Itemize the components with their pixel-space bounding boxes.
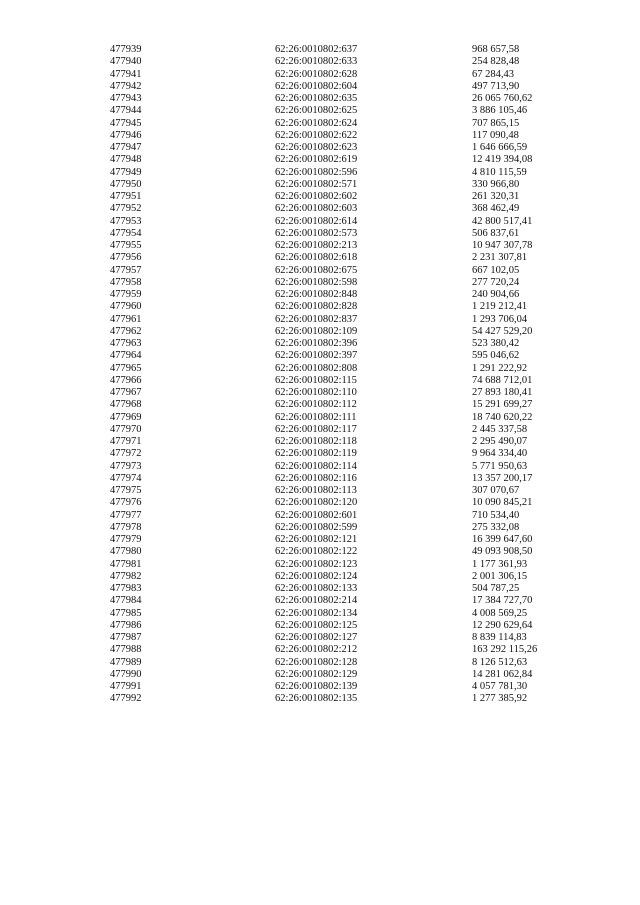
row-number: 477954 <box>110 227 142 239</box>
cadastral-value: 13 357 200,17 <box>472 472 533 484</box>
cadastral-value: 240 904,66 <box>472 289 520 300</box>
table-row <box>0 571 640 583</box>
cadastral-number: 62:26:0010802:625 <box>275 105 358 117</box>
table-row <box>0 583 640 595</box>
cadastral-number: 62:26:0010802:114 <box>275 460 357 472</box>
cadastral-value: 27 893 180,41 <box>472 387 533 398</box>
row-number: 477990 <box>110 668 142 680</box>
cadastral-value: 330 966,80 <box>472 178 520 190</box>
cadastral-value: 968 657,58 <box>472 44 520 55</box>
cadastral-value: 1 177 361,93 <box>472 558 528 570</box>
cadastral-number: 62:26:0010802:124 <box>275 570 358 582</box>
row-number: 477985 <box>110 607 142 619</box>
row-number: 477978 <box>110 521 142 533</box>
cadastral-value: 2 295 490,07 <box>472 436 528 447</box>
table-row <box>0 81 640 93</box>
cadastral-value: 49 093 908,50 <box>472 546 533 558</box>
table-row <box>0 461 640 473</box>
cadastral-number: 62:26:0010802:622 <box>275 129 358 141</box>
table-row <box>0 93 640 105</box>
cadastral-value: 1 219 212,41 <box>472 301 528 313</box>
cadastral-value: 2 231 307,81 <box>472 252 528 264</box>
cadastral-value: 8 126 512,63 <box>472 656 528 668</box>
cadastral-value: 8 839 114,83 <box>472 632 527 643</box>
row-number: 477947 <box>110 142 142 153</box>
cadastral-value: 14 281 062,84 <box>472 668 533 680</box>
table-row <box>0 301 640 313</box>
cadastral-value: 4 057 781,30 <box>472 681 528 692</box>
cadastral-value: 67 284,43 <box>472 68 514 80</box>
cadastral-number: 62:26:0010802:113 <box>275 485 357 496</box>
row-number: 477987 <box>110 632 142 643</box>
cadastral-value: 54 427 529,20 <box>472 325 533 337</box>
cadastral-number: 62:26:0010802:614 <box>275 215 358 227</box>
row-number: 477943 <box>110 93 142 104</box>
table-row <box>0 56 640 68</box>
table-row <box>0 326 640 338</box>
row-number: 477963 <box>110 338 142 349</box>
table-row <box>0 620 640 632</box>
table-row <box>0 350 640 362</box>
cadastral-value: 16 399 647,60 <box>472 534 533 545</box>
row-number: 477974 <box>110 472 142 484</box>
cadastral-value: 523 380,42 <box>472 338 520 349</box>
cadastral-value: 277 720,24 <box>472 276 520 288</box>
cadastral-number: 62:26:0010802:111 <box>275 411 357 423</box>
cadastral-number: 62:26:0010802:127 <box>275 632 358 643</box>
cadastral-value: 9 964 334,40 <box>472 448 528 460</box>
cadastral-number: 62:26:0010802:112 <box>275 399 357 411</box>
cadastral-number: 62:26:0010802:396 <box>275 338 358 349</box>
cadastral-number: 62:26:0010802:619 <box>275 154 358 166</box>
cadastral-number: 62:26:0010802:602 <box>275 191 358 202</box>
cadastral-value: 117 090,48 <box>472 129 519 141</box>
cadastral-number: 62:26:0010802:139 <box>275 681 358 692</box>
table-row <box>0 534 640 546</box>
table-row <box>0 559 640 571</box>
row-number: 477969 <box>110 411 142 423</box>
row-number: 477961 <box>110 313 142 325</box>
table-row <box>0 338 640 350</box>
row-number: 477942 <box>110 80 142 92</box>
cadastral-number: 62:26:0010802:848 <box>275 289 358 300</box>
cadastral-number: 62:26:0010802:618 <box>275 252 358 264</box>
table-row <box>0 105 640 117</box>
cadastral-value: 1 291 222,92 <box>472 362 528 374</box>
row-number: 477951 <box>110 191 142 202</box>
table-row <box>0 522 640 534</box>
cadastral-value: 261 320,31 <box>472 191 520 202</box>
table-row <box>0 644 640 656</box>
row-number: 477970 <box>110 423 142 435</box>
cadastral-value: 4 810 115,59 <box>472 166 527 178</box>
cadastral-value: 595 046,62 <box>472 350 520 362</box>
table-row <box>0 448 640 460</box>
cadastral-number: 62:26:0010802:675 <box>275 264 358 276</box>
cadastral-number: 62:26:0010802:397 <box>275 350 358 362</box>
row-number: 477968 <box>110 399 142 411</box>
table-row <box>0 191 640 203</box>
table-row <box>0 485 640 497</box>
cadastral-value: 497 713,90 <box>472 80 520 92</box>
cadastral-value: 707 865,15 <box>472 117 520 129</box>
cadastral-value: 10 947 307,78 <box>472 240 533 251</box>
table-row <box>0 252 640 264</box>
cadastral-value: 26 065 760,62 <box>472 93 533 104</box>
cadastral-number: 62:26:0010802:110 <box>275 387 357 398</box>
table-row <box>0 179 640 191</box>
cadastral-value: 254 828,48 <box>472 56 520 68</box>
row-number: 477952 <box>110 203 142 215</box>
row-number: 477991 <box>110 681 142 692</box>
table-row <box>0 118 640 130</box>
table-row <box>0 595 640 607</box>
row-number: 477972 <box>110 448 142 460</box>
cadastral-number: 62:26:0010802:115 <box>275 374 357 386</box>
table-row <box>0 399 640 411</box>
table-row <box>0 203 640 215</box>
table-row <box>0 44 640 56</box>
cadastral-value: 18 740 620,22 <box>472 411 533 423</box>
cadastral-number: 62:26:0010802:598 <box>275 276 358 288</box>
row-number: 477956 <box>110 252 142 264</box>
cadastral-number: 62:26:0010802:628 <box>275 68 358 80</box>
table-row <box>0 546 640 558</box>
table-row <box>0 387 640 399</box>
cadastral-number: 62:26:0010802:596 <box>275 166 358 178</box>
cadastral-number: 62:26:0010802:116 <box>275 472 357 484</box>
cadastral-number: 62:26:0010802:599 <box>275 521 358 533</box>
table-row <box>0 669 640 681</box>
row-number: 477946 <box>110 129 142 141</box>
row-number: 477962 <box>110 325 142 337</box>
cadastral-number: 62:26:0010802:637 <box>275 44 358 55</box>
cadastral-number: 62:26:0010802:109 <box>275 325 358 337</box>
row-number: 477977 <box>110 509 142 521</box>
table-row <box>0 154 640 166</box>
cadastral-value: 12 419 394,08 <box>472 154 533 166</box>
row-number: 477945 <box>110 117 142 129</box>
row-number: 477949 <box>110 166 142 178</box>
row-number: 477941 <box>110 68 142 80</box>
cadastral-value: 1 277 385,92 <box>472 693 528 705</box>
row-number: 477948 <box>110 154 142 166</box>
cadastral-number: 62:26:0010802:128 <box>275 656 358 668</box>
row-number: 477986 <box>110 619 142 631</box>
table-row <box>0 216 640 228</box>
row-number: 477966 <box>110 374 142 386</box>
cadastral-value: 368 462,49 <box>472 203 520 215</box>
cadastral-value: 307 070,67 <box>472 485 520 496</box>
row-number: 477958 <box>110 276 142 288</box>
row-number: 477955 <box>110 240 142 251</box>
cadastral-value: 275 332,08 <box>472 521 520 533</box>
cadastral-number: 62:26:0010802:635 <box>275 93 358 104</box>
row-number: 477959 <box>110 289 142 300</box>
cadastral-value: 506 837,61 <box>472 227 520 239</box>
table-row <box>0 289 640 301</box>
cadastral-number: 62:26:0010802:601 <box>275 509 358 521</box>
row-number: 477967 <box>110 387 142 398</box>
cadastral-value: 10 090 845,21 <box>472 497 533 509</box>
cadastral-value: 15 291 699,27 <box>472 399 533 411</box>
row-number: 477973 <box>110 460 142 472</box>
row-number: 477950 <box>110 178 142 190</box>
table-row <box>0 424 640 436</box>
data-table <box>0 44 640 706</box>
cadastral-value: 4 008 569,25 <box>472 607 528 619</box>
cadastral-number: 62:26:0010802:623 <box>275 142 358 153</box>
table-row <box>0 69 640 81</box>
table-row <box>0 412 640 424</box>
cadastral-number: 62:26:0010802:123 <box>275 558 358 570</box>
table-row <box>0 314 640 326</box>
cadastral-number: 62:26:0010802:122 <box>275 546 358 558</box>
row-number: 477957 <box>110 264 142 276</box>
table-row <box>0 142 640 154</box>
cadastral-number: 62:26:0010802:571 <box>275 178 358 190</box>
cadastral-number: 62:26:0010802:125 <box>275 619 358 631</box>
row-number: 477960 <box>110 301 142 313</box>
row-number: 477988 <box>110 644 142 656</box>
row-number: 477979 <box>110 534 142 545</box>
cadastral-number: 62:26:0010802:828 <box>275 301 358 313</box>
row-number: 477965 <box>110 362 142 374</box>
cadastral-number: 62:26:0010802:119 <box>275 448 357 460</box>
cadastral-number: 62:26:0010802:214 <box>275 595 358 607</box>
cadastral-value: 42 800 517,41 <box>472 215 533 227</box>
row-number: 477989 <box>110 656 142 668</box>
table-row <box>0 608 640 620</box>
row-number: 477980 <box>110 546 142 558</box>
table-row <box>0 130 640 142</box>
cadastral-value: 667 102,05 <box>472 264 520 276</box>
row-number: 477975 <box>110 485 142 496</box>
row-number: 477953 <box>110 215 142 227</box>
cadastral-number: 62:26:0010802:134 <box>275 607 358 619</box>
cadastral-number: 62:26:0010802:573 <box>275 227 358 239</box>
cadastral-value: 2 445 337,58 <box>472 423 528 435</box>
table-row <box>0 473 640 485</box>
cadastral-value: 504 787,25 <box>472 583 520 594</box>
cadastral-value: 2 001 306,15 <box>472 570 528 582</box>
cadastral-number: 62:26:0010802:118 <box>275 436 357 447</box>
cadastral-number: 62:26:0010802:135 <box>275 693 358 705</box>
row-number: 477964 <box>110 350 142 362</box>
table-row <box>0 693 640 705</box>
table-row <box>0 632 640 644</box>
table-row <box>0 167 640 179</box>
row-number: 477992 <box>110 693 142 705</box>
cadastral-number: 62:26:0010802:117 <box>275 423 357 435</box>
cadastral-number: 62:26:0010802:633 <box>275 56 358 68</box>
cadastral-number: 62:26:0010802:808 <box>275 362 358 374</box>
table-row <box>0 657 640 669</box>
cadastral-number: 62:26:0010802:213 <box>275 240 358 251</box>
cadastral-number: 62:26:0010802:120 <box>275 497 358 509</box>
row-number: 477983 <box>110 583 142 594</box>
row-number: 477944 <box>110 105 142 117</box>
cadastral-value: 3 886 105,46 <box>472 105 528 117</box>
cadastral-number: 62:26:0010802:604 <box>275 80 358 92</box>
cadastral-value: 1 293 706,04 <box>472 313 528 325</box>
table-row <box>0 375 640 387</box>
cadastral-number: 62:26:0010802:624 <box>275 117 358 129</box>
cadastral-value: 5 771 950,63 <box>472 460 528 472</box>
cadastral-number: 62:26:0010802:212 <box>275 644 358 656</box>
row-number: 477940 <box>110 56 142 68</box>
table-row <box>0 497 640 509</box>
row-number: 477984 <box>110 595 142 607</box>
cadastral-value: 12 290 629,64 <box>472 619 533 631</box>
row-number: 477982 <box>110 570 142 582</box>
row-number: 477981 <box>110 558 142 570</box>
cadastral-value: 710 534,40 <box>472 509 520 521</box>
cadastral-value: 163 292 115,26 <box>472 644 538 656</box>
cadastral-value: 74 688 712,01 <box>472 374 533 386</box>
cadastral-value: 1 646 666,59 <box>472 142 528 153</box>
cadastral-value: 17 384 727,70 <box>472 595 533 607</box>
table-row <box>0 436 640 448</box>
table-row <box>0 228 640 240</box>
table-row <box>0 240 640 252</box>
row-number: 477971 <box>110 436 142 447</box>
cadastral-number: 62:26:0010802:129 <box>275 668 358 680</box>
row-number: 477976 <box>110 497 142 509</box>
cadastral-number: 62:26:0010802:603 <box>275 203 358 215</box>
cadastral-number: 62:26:0010802:121 <box>275 534 358 545</box>
cadastral-number: 62:26:0010802:837 <box>275 313 358 325</box>
table-row <box>0 363 640 375</box>
row-number: 477939 <box>110 44 142 55</box>
table-row <box>0 681 640 693</box>
cadastral-number: 62:26:0010802:133 <box>275 583 358 594</box>
table-row <box>0 265 640 277</box>
table-row <box>0 277 640 289</box>
table-row <box>0 510 640 522</box>
